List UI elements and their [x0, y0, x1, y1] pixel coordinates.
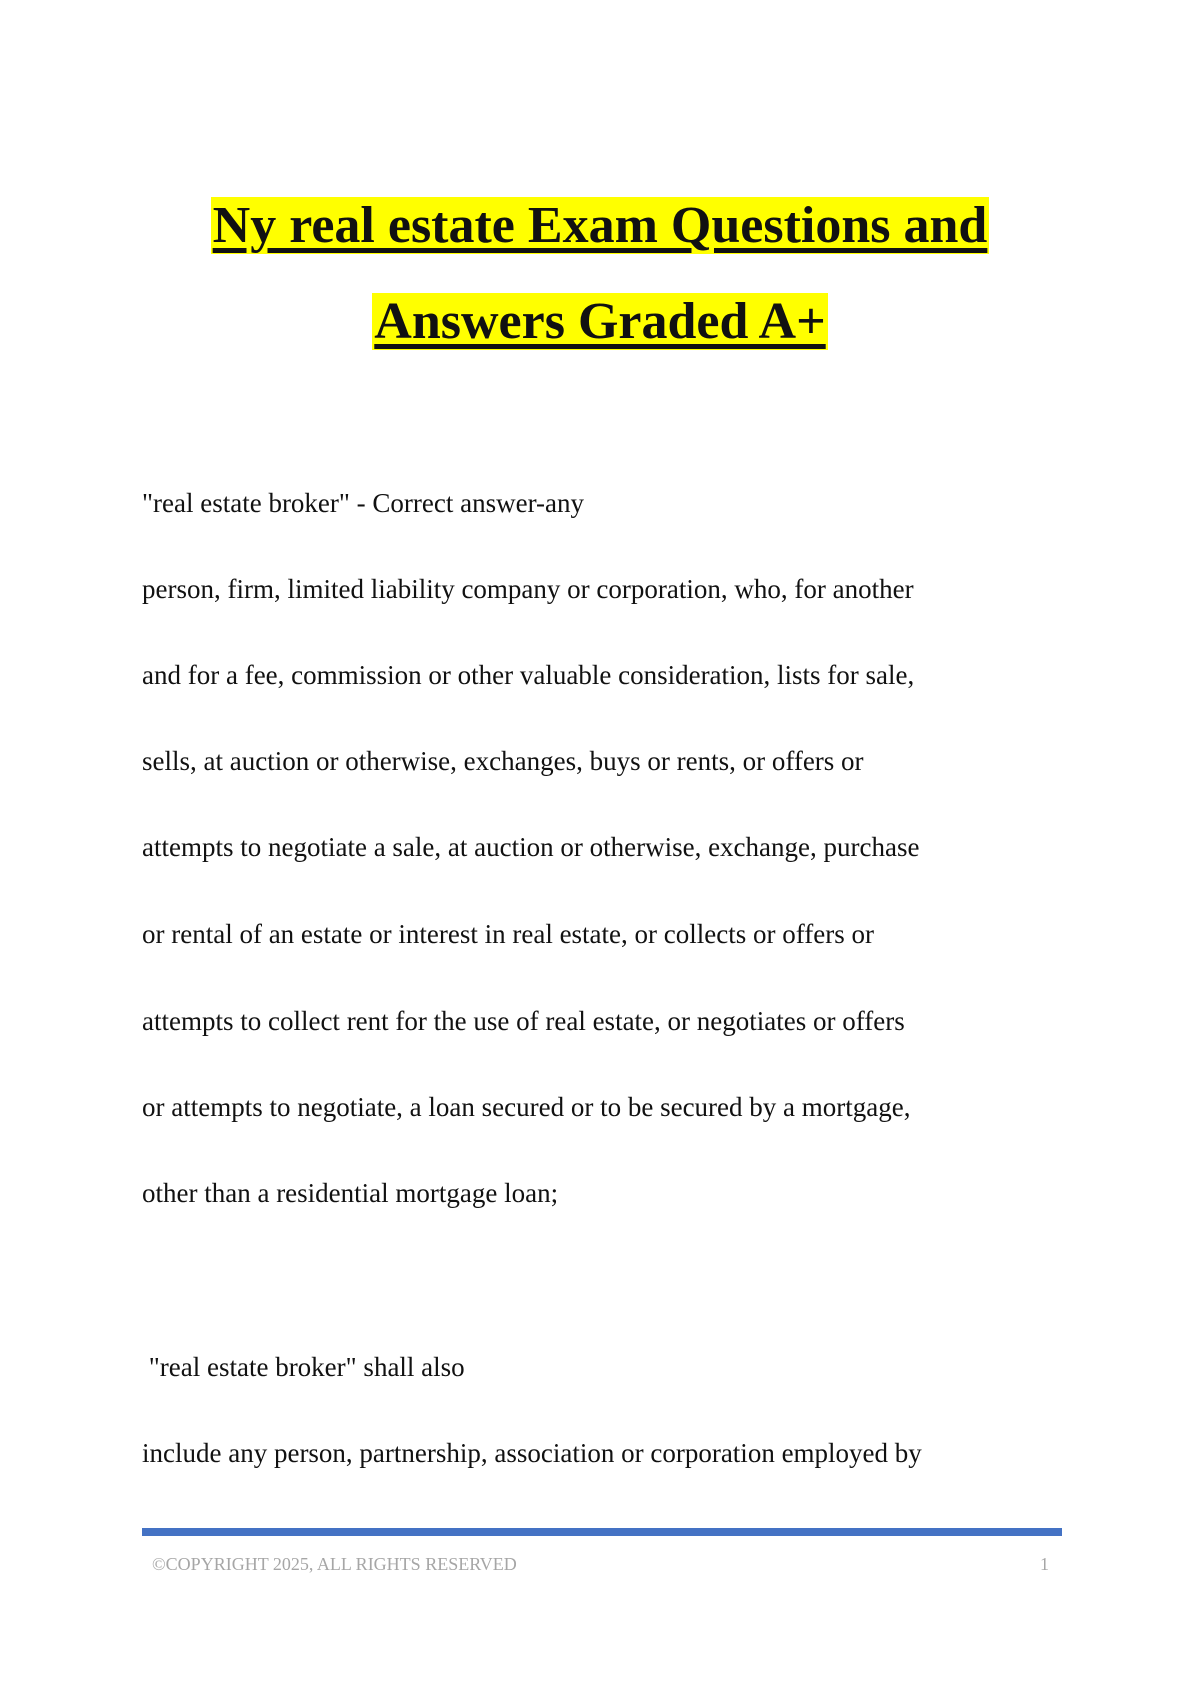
body-line: attempts to negotiate a sale, at auction or otherwise, exchange, purchase	[142, 832, 920, 862]
body-line: person, firm, limited liability company or corporation, who, for another	[142, 574, 914, 604]
title-highlight-2: Answers Graded A+	[374, 293, 826, 350]
footer-page-number: 1	[1040, 1554, 1049, 1574]
body-line: "real estate broker" - Correct answer-any	[142, 488, 585, 518]
footer-divider	[142, 1528, 1062, 1536]
body-line: "real estate broker" shall also	[142, 1352, 465, 1382]
body-line: sells, at auction or otherwise, exchanges, buys or rents, or offers or	[142, 746, 864, 776]
document-title-line-1	[0, 196, 1200, 256]
body-line: or attempts to negotiate, a loan secured or to be secured by a mortgage,	[142, 1092, 911, 1122]
body-line: and for a fee, commission or other valuable consideration, lists for sale,	[142, 660, 915, 690]
footer-copyright: ©COPYRIGHT 2025, ALL RIGHTS RESERVED	[152, 1554, 517, 1574]
body-line: attempts to collect rent for the use of real estate, or negotiates or offers	[142, 1006, 905, 1036]
body-line: other than a residential mortgage loan;	[142, 1178, 559, 1208]
body-line: include any person, partnership, association or corporation employed by	[142, 1438, 922, 1468]
document-title-line-2	[0, 292, 1200, 352]
body-line: or rental of an estate or interest in real estate, or collects or offers or	[142, 919, 874, 949]
title-highlight-1: Ny real estate Exam Questions and	[212, 197, 988, 254]
